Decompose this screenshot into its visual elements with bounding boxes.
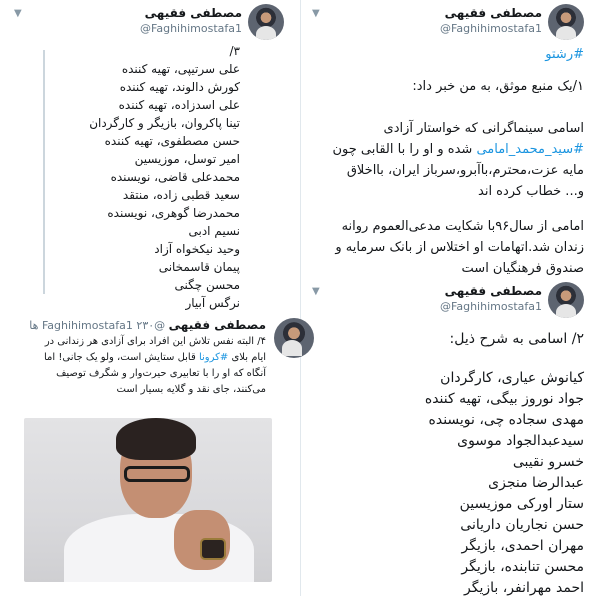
tweet-photo[interactable]	[24, 418, 272, 582]
tweet-1[interactable]	[310, 4, 584, 294]
list-item: محسن تنابنده، بازیگر	[461, 559, 584, 575]
tweet-text	[310, 44, 584, 279]
author-handle[interactable]: @Faghihimostafa1	[140, 22, 242, 35]
tweet-line: ۳/	[229, 44, 240, 58]
list-item: علی اسدزاده، تهیه کننده	[118, 98, 240, 112]
tweet-2[interactable]	[310, 282, 584, 594]
photo-hair	[116, 418, 196, 460]
tweet-line: زندان شد.اتهامات او اختلاس از بانک سرمایه و	[335, 240, 584, 255]
list-item: محمدعلی قاضی، نویسنده	[110, 170, 240, 184]
tweet-line: ۴/ البته نفس تلاش این افراد برای آزادی هر زندانی در	[44, 336, 266, 347]
list-item: نرگس آبیار	[185, 296, 240, 310]
tweet-line: صندوق فرهنگیان است	[461, 261, 584, 276]
list-item: نسیم ادبی	[188, 224, 240, 238]
avatar[interactable]	[548, 4, 584, 40]
author-handle[interactable]: @Faghihimostafa1	[440, 22, 542, 35]
tweet-time[interactable]: ۲۳۰ ها	[29, 319, 155, 332]
author-name[interactable]: مصطفی فقیهی	[444, 284, 542, 298]
avatar[interactable]	[274, 318, 314, 358]
tweet-header	[274, 318, 314, 358]
hashtag-link[interactable]: #کرونا	[198, 352, 229, 363]
chevron-down-icon[interactable]: ▼	[312, 286, 320, 297]
tweet-text	[310, 328, 584, 596]
list-item: وحید نیکخواه آزاد	[154, 242, 240, 256]
tweet-header	[440, 282, 584, 322]
list-item: علی سرتیپی، تهیه کننده	[121, 62, 240, 76]
tweet-4[interactable]	[12, 318, 314, 418]
tweet-header	[140, 4, 284, 44]
list-item: احمد مهرانفر، بازیگر	[464, 580, 584, 596]
tweet-meta	[12, 318, 266, 334]
photo-glasses	[124, 466, 190, 482]
list-item: محسن چگنی	[174, 278, 240, 292]
list-item: پیمان قاسمخانی	[158, 260, 240, 274]
list-item: امیر توسل، موزیسین	[134, 152, 240, 166]
list-item: حسن مصطفوی، تهیه کننده	[104, 134, 240, 148]
tweet-line: ۲/ اسامی به شرح ذیل:	[449, 331, 584, 347]
list-item: کورش دالوند، تهیه کننده	[119, 80, 240, 94]
tweet-line: اسامی سینماگرانی که خواستار آزادی	[383, 121, 584, 136]
tweet-line: ۱/یک منبع موثق، به من خبر داد:	[412, 79, 584, 94]
tweet-line: و... خطاب کرده اند	[478, 184, 584, 199]
avatar[interactable]	[548, 282, 584, 318]
tweet-line: ایام بلای #کرونا قابل ستایش است، ولو یک جانی! اما	[44, 352, 266, 363]
chevron-down-icon[interactable]: ▼	[312, 8, 320, 19]
list-item: خسرو نقیبی	[512, 454, 584, 470]
author-name[interactable]: مصطفی فقیهی	[144, 6, 242, 20]
tweet-header	[440, 4, 584, 44]
list-item: مهدی سجاده چی، نویسنده	[428, 412, 584, 428]
author-name[interactable]: مصطفی فقیهی	[444, 6, 542, 20]
author-name[interactable]: مصطفی فقیهی	[168, 318, 266, 332]
tweet-line: مایه عزت،محترم،باآبرو،سرباز ایران، بااخلاق	[346, 163, 584, 178]
list-item: محمدرضا گوهری، نویسنده	[107, 206, 240, 220]
list-item: عبدالرضا منجزی	[488, 475, 584, 491]
list-item: ستار اورکی موزیسین	[459, 496, 584, 512]
avatar[interactable]	[248, 4, 284, 40]
list-item: حسن نجاریان داریانی	[460, 517, 584, 533]
tweet-line: امامی از سال۹۶با شکایت مدعی‌العموم روانه	[341, 219, 584, 234]
hashtag-link[interactable]: #سید_محمد_امامی	[476, 142, 584, 157]
tweet-line: #سید_محمد_امامی شده و او را با القابی چون	[332, 142, 584, 157]
author-handle[interactable]: @Faghihimostafa1	[41, 319, 166, 332]
chevron-down-icon[interactable]: ▼	[14, 8, 22, 19]
tweet-text	[12, 42, 240, 312]
column-divider	[300, 0, 301, 596]
tweet-line: آنگاه که او را با تعابیری حیرت‌وار و شگرف توصیف	[56, 368, 266, 379]
tweet-line: می‌کنند، جای نقد و گلایه بسیار است	[116, 384, 266, 395]
hashtag-link[interactable]: #رشتو	[545, 47, 584, 62]
tweet-3[interactable]	[12, 4, 284, 310]
photo-watch	[200, 538, 226, 560]
list-item: سیدعبدالجواد موسوی	[457, 433, 584, 449]
list-item: سعید قطبی زاده، منتقد	[122, 188, 240, 202]
list-item: جواد نوروز بیگی، تهیه کننده	[424, 391, 584, 407]
list-item: کیانوش عیاری، کارگردان	[440, 370, 584, 386]
thread-connector	[43, 50, 45, 294]
author-handle[interactable]: @Faghihimostafa1	[440, 300, 542, 313]
list-item: تینا پاکروان، بازیگر و کارگردان	[89, 116, 240, 130]
list-item: مهران احمدی، بازیگر	[461, 538, 584, 554]
tweet-text	[12, 334, 266, 398]
